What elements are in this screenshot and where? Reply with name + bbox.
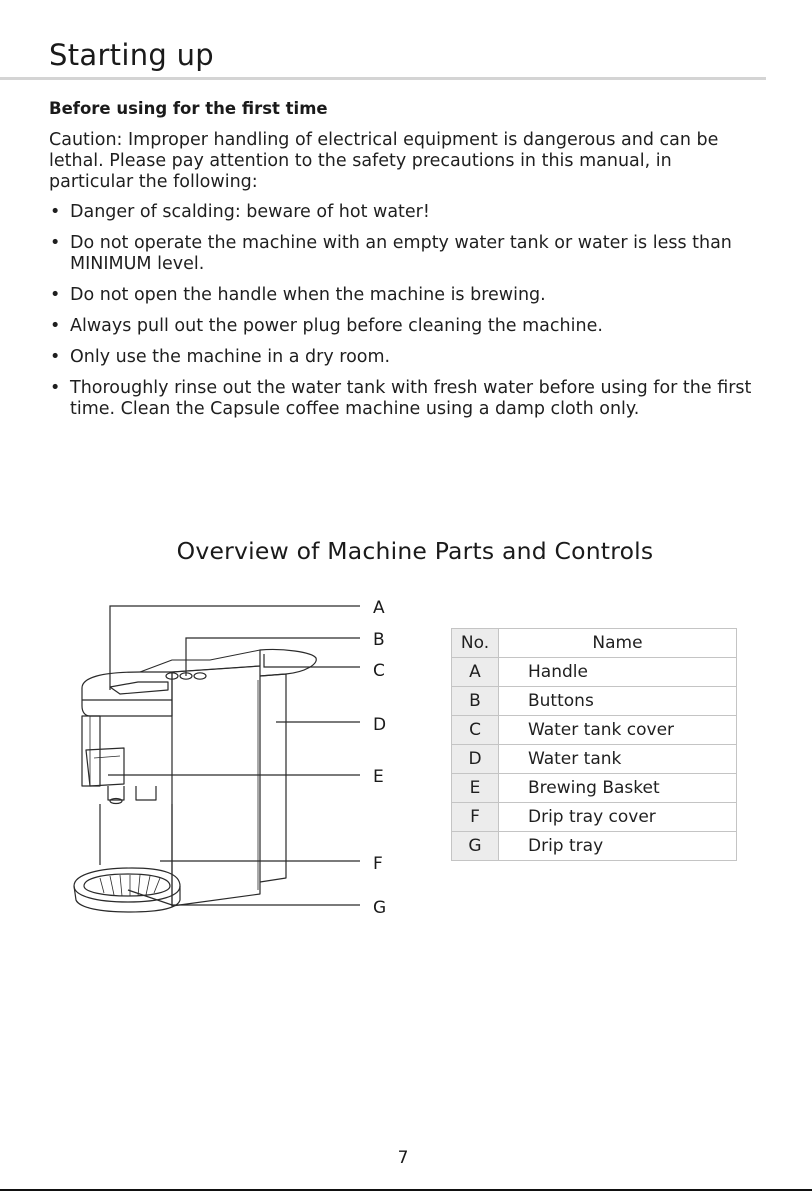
part-letter: F: [452, 803, 499, 832]
bullet-item: • Always pull out the power plug before cleaning the machine.: [49, 316, 771, 337]
part-letter: E: [452, 774, 499, 803]
table-header-row: [452, 629, 737, 658]
section-subheading: Before using for the first time: [49, 99, 328, 118]
bullet-item: • Thoroughly rinse out the water tank with fresh water before using for the first time. Clean the Capsule coffee machine using a damp cloth only.: [49, 378, 771, 420]
safety-bullet-list: [49, 202, 771, 430]
bullet-item: • Do not open the handle when the machine is brewing.: [49, 285, 771, 306]
label-a: A: [373, 598, 385, 618]
part-name: Handle: [499, 658, 737, 687]
table-row: [452, 832, 737, 861]
parts-table: [451, 628, 737, 861]
part-letter: A: [452, 658, 499, 687]
part-name: Drip tray cover: [499, 803, 737, 832]
bottom-border: [0, 1189, 812, 1191]
machine-diagram: [60, 590, 400, 920]
label-c: C: [373, 661, 385, 681]
label-g: G: [373, 898, 387, 918]
column-header-name: Name: [499, 629, 737, 658]
label-e: E: [373, 767, 384, 787]
part-name: Drip tray: [499, 832, 737, 861]
table-row: [452, 774, 737, 803]
bullet-item: • Only use the machine in a dry room.: [49, 347, 771, 368]
label-b: B: [373, 630, 385, 650]
part-letter: C: [452, 716, 499, 745]
table-row: [452, 658, 737, 687]
part-letter: B: [452, 687, 499, 716]
page-number: 7: [397, 1148, 409, 1168]
title-underline: [0, 77, 766, 80]
overview-title: Overview of Machine Parts and Controls: [176, 537, 654, 565]
part-letter: G: [452, 832, 499, 861]
part-name: Buttons: [499, 687, 737, 716]
table-row: [452, 687, 737, 716]
bullet-item: • Do not operate the machine with an empty water tank or water is less than MINIMUM level.: [49, 233, 771, 275]
column-header-no: No.: [452, 629, 499, 658]
part-name: Brewing Basket: [499, 774, 737, 803]
label-f: F: [373, 854, 383, 874]
table-row: [452, 803, 737, 832]
part-name: Water tank cover: [499, 716, 737, 745]
table-row: [452, 716, 737, 745]
bullet-item: • Danger of scalding: beware of hot water!: [49, 202, 771, 223]
page-title: Starting up: [49, 38, 214, 72]
caution-paragraph: Caution: Improper handling of electrical equipment is dangerous and can be lethal. Please pay attention to the safety precautions in this manual, in particular the following:: [49, 130, 719, 192]
table-row: [452, 745, 737, 774]
part-name: Water tank: [499, 745, 737, 774]
part-letter: D: [452, 745, 499, 774]
label-d: D: [373, 715, 387, 735]
